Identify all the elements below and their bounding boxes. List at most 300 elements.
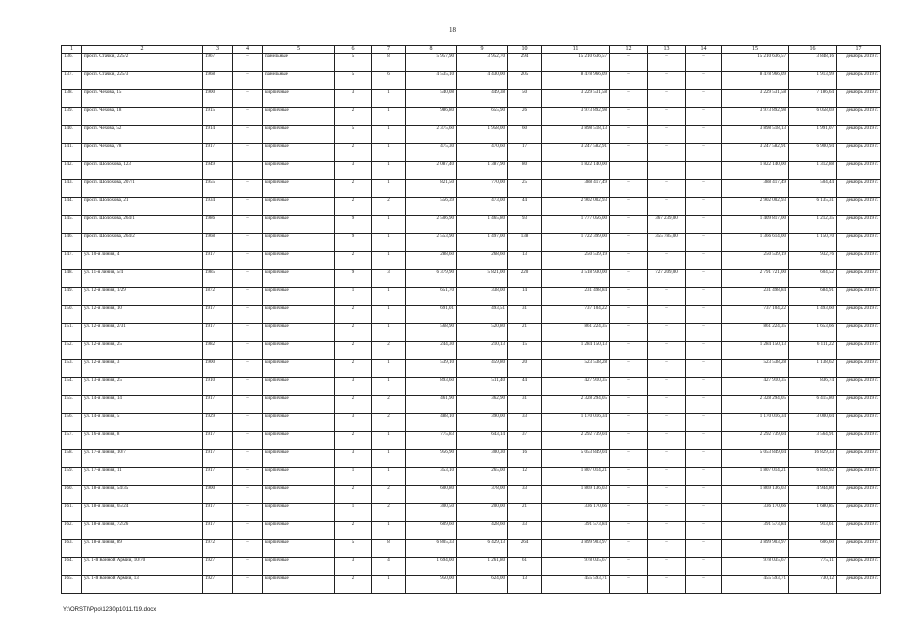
cell-cost-total: 2 328 294,05 <box>542 396 610 414</box>
cell-total-area: 539,10 <box>406 360 457 378</box>
cell-entrances: 1 <box>372 306 406 324</box>
cell-wall-material: кирпичные <box>263 522 335 540</box>
cell-entrances: 1 <box>372 288 406 306</box>
cell-floors: 2 <box>335 306 372 324</box>
cell-entrances: 1 <box>372 468 406 486</box>
cell-wall-material: панельные <box>263 54 335 72</box>
cell-year-commission: – <box>233 486 263 504</box>
cell-cost-total: 8 478 966,09 <box>542 72 610 90</box>
cell-row-number: 142. <box>62 162 82 180</box>
cell-year-commission: – <box>233 72 263 90</box>
cell-wall-material: кирпичные <box>263 540 335 558</box>
cell-row-number: 136. <box>62 54 82 72</box>
cell-wall-material: кирпичные <box>263 342 335 360</box>
cell-year-built: 1955 <box>203 180 233 198</box>
cell-entrances: 1 <box>372 162 406 180</box>
cell-wall-material: кирпичные <box>263 378 335 396</box>
cell-row-number: 144. <box>62 198 82 216</box>
cell-floors: 2 <box>335 144 372 162</box>
cell-address: ул. 18-я линия, 89 <box>82 540 203 558</box>
cell-total-area: 691,01 <box>406 306 457 324</box>
cell-row-number: 138. <box>62 90 82 108</box>
cell-row-number: 148. <box>62 270 82 288</box>
cell-planned-date: декабрь 2019 г. <box>837 216 881 234</box>
column-number: 17 <box>837 46 881 54</box>
cell-cost-total: 1 170 016,34 <box>542 414 610 432</box>
cell-living-area: 6 429,13 <box>457 540 508 558</box>
cell-residents: 44 <box>508 198 542 216</box>
table-row <box>62 522 881 540</box>
cell-total-area: 461,90 <box>406 396 457 414</box>
cell-cost-per-sqm: 16 829,33 <box>789 450 837 468</box>
cell-total-area: 956,90 <box>406 450 457 468</box>
cell-address: ул. 18-я линия, 54/35 <box>82 486 203 504</box>
cell-floors: 5 <box>335 126 372 144</box>
cell-total-area: 475,30 <box>406 144 457 162</box>
cell-cost-federal: – <box>610 126 648 144</box>
cell-address: ул. 12-я линия, 3 <box>82 360 203 378</box>
cell-address: ул. 11-я линия, 5/4 <box>82 270 203 288</box>
cell-cost-regional: – <box>648 360 686 378</box>
cell-address: просп. Шолохова, 123 <box>82 162 203 180</box>
cell-floors: 2 <box>335 522 372 540</box>
cell-year-commission: – <box>233 324 263 342</box>
table-row <box>62 540 881 558</box>
cell-cost-federal: – <box>610 288 648 306</box>
column-number: 1 <box>62 46 82 54</box>
column-number: 2 <box>82 46 203 54</box>
cell-year-built: 1927 <box>203 558 233 576</box>
cell-cost-regional: 367 239,00 <box>648 216 686 234</box>
column-number: 6 <box>335 46 372 54</box>
cell-floors: 2 <box>335 198 372 216</box>
cell-planned-date: декабрь 2019 г. <box>837 468 881 486</box>
cell-wall-material: кирпичные <box>263 90 335 108</box>
cell-year-built: 1985 <box>203 270 233 288</box>
cell-year-built: 1872 <box>203 288 233 306</box>
cell-residents: 60 <box>508 126 542 144</box>
cell-year-built: 1982 <box>203 342 233 360</box>
cell-address: ул. 16-я линия, 8 <box>82 432 203 450</box>
cell-cost-total: 336 170,66 <box>542 504 610 522</box>
cell-wall-material: кирпичные <box>263 252 335 270</box>
cell-wall-material: кирпичные <box>263 180 335 198</box>
cell-cost-federal: – <box>610 540 648 558</box>
cell-wall-material: кирпичные <box>263 324 335 342</box>
cell-planned-date: декабрь 2019 г. <box>837 288 881 306</box>
cell-cost-regional: – <box>648 54 686 72</box>
cell-year-built: 1917 <box>203 306 233 324</box>
cell-address: просп. Чехова, 15 <box>82 90 203 108</box>
cell-cost-owners: 861 224,35 <box>722 324 789 342</box>
cell-cost-local: – <box>686 342 722 360</box>
table-row <box>62 90 881 108</box>
cell-row-number: 145. <box>62 216 82 234</box>
cell-residents: 21 <box>508 324 542 342</box>
cell-year-built: 1914 <box>203 126 233 144</box>
cell-cost-local: – <box>686 576 722 594</box>
cell-row-number: 163. <box>62 540 82 558</box>
cell-planned-date: декабрь 2019 г. <box>837 270 881 288</box>
cell-cost-per-sqm: 1 212,35 <box>789 216 837 234</box>
cell-cost-local: – <box>686 306 722 324</box>
cell-wall-material: кирпичные <box>263 306 335 324</box>
cell-wall-material: кирпичные <box>263 414 335 432</box>
cell-cost-federal: – <box>610 504 648 522</box>
cell-planned-date: декабрь 2019 г. <box>837 324 881 342</box>
cell-cost-per-sqm: 1 150,70 <box>789 234 837 252</box>
cell-cost-total: 3 247 582,91 <box>542 144 610 162</box>
cell-floors: 2 <box>335 324 372 342</box>
cell-cost-total: 1 869 136,03 <box>542 486 610 504</box>
cell-planned-date: декабрь 2019 г. <box>837 342 881 360</box>
cell-residents: 21 <box>508 504 542 522</box>
cell-address: ул. 1-й Конной Армии, 10/70 <box>82 558 203 576</box>
cell-year-commission: – <box>233 306 263 324</box>
cell-cost-per-sqm: 932,76 <box>789 252 837 270</box>
cell-cost-local: – <box>686 504 722 522</box>
cell-living-area: 390,00 <box>457 414 508 432</box>
cell-living-area: 210,13 <box>457 342 508 360</box>
cell-row-number: 137. <box>62 72 82 90</box>
cell-row-number: 159. <box>62 468 82 486</box>
column-number: 13 <box>648 46 686 54</box>
cell-floors: 9 <box>335 234 372 252</box>
cell-total-area: 775,83 <box>406 432 457 450</box>
cell-cost-federal: – <box>610 522 648 540</box>
cell-address: просп. Чехова, 78 <box>82 144 203 162</box>
cell-address: ул. 10-я линия, 4 <box>82 252 203 270</box>
cell-entrances: 2 <box>372 342 406 360</box>
cell-residents: 17 <box>508 144 542 162</box>
cell-cost-federal: – <box>610 558 648 576</box>
cell-year-commission: – <box>233 288 263 306</box>
cell-cost-owners: 2 292 739,04 <box>722 432 789 450</box>
cell-cost-total: 427 910,35 <box>542 378 610 396</box>
cell-total-area: 353,10 <box>406 468 457 486</box>
cell-row-number: 160. <box>62 486 82 504</box>
cell-row-number: 150. <box>62 306 82 324</box>
column-number: 15 <box>722 46 789 54</box>
cell-entrances: 2 <box>372 414 406 432</box>
table-row <box>62 270 881 288</box>
cell-year-commission: – <box>233 414 263 432</box>
cell-living-area: 493,51 <box>457 306 508 324</box>
cell-wall-material: кирпичные <box>263 270 335 288</box>
cell-cost-per-sqm: 4 944,80 <box>789 486 837 504</box>
cell-total-area: 821,50 <box>406 180 457 198</box>
cell-living-area: 1 958,00 <box>457 126 508 144</box>
cell-year-commission: – <box>233 54 263 72</box>
cell-cost-regional: – <box>648 324 686 342</box>
cell-year-built: 1900 <box>203 90 233 108</box>
cell-cost-owners: 1 409 817,00 <box>722 216 789 234</box>
cell-residents: 33 <box>508 414 542 432</box>
cell-row-number: 149. <box>62 288 82 306</box>
cell-row-number: 161. <box>62 504 82 522</box>
cell-year-commission: – <box>233 108 263 126</box>
cell-year-commission: – <box>233 198 263 216</box>
cell-cost-total: 15 210 636,57 <box>542 54 610 72</box>
cell-cost-federal: – <box>610 396 648 414</box>
cell-cost-owners: 2 791 721,00 <box>722 270 789 288</box>
document-path-footer: Y:\ORSTI\Ppo\1230p1011.f19.docx <box>63 607 157 613</box>
cell-row-number: 165. <box>62 576 82 594</box>
cell-cost-regional: – <box>648 396 686 414</box>
cell-living-area: 520,80 <box>457 324 508 342</box>
cell-row-number: 162. <box>62 522 82 540</box>
cell-living-area: 459,80 <box>457 360 508 378</box>
table-row <box>62 54 881 72</box>
cell-cost-owners: 250 539,19 <box>722 252 789 270</box>
cell-planned-date: декабрь 2019 г. <box>837 180 881 198</box>
cell-year-commission: – <box>233 450 263 468</box>
cell-cost-per-sqm: 3 000,04 <box>789 414 837 432</box>
cell-floors: 3 <box>335 558 372 576</box>
cell-residents: 13 <box>508 576 542 594</box>
cell-cost-federal: – <box>610 180 648 198</box>
cell-residents: 33 <box>508 522 542 540</box>
cell-total-area: 950,00 <box>406 576 457 594</box>
cell-year-commission: – <box>233 432 263 450</box>
cell-cost-per-sqm: 1 312,88 <box>789 162 837 180</box>
cell-year-commission: – <box>233 90 263 108</box>
cell-total-area: 6 379,90 <box>406 270 457 288</box>
cell-total-area: 6 805,33 <box>406 540 457 558</box>
cell-year-built: 1967 <box>203 54 233 72</box>
column-number: 8 <box>406 46 457 54</box>
table-row <box>62 216 881 234</box>
cell-residents: 26 <box>508 108 542 126</box>
cell-row-number: 152. <box>62 342 82 360</box>
cell-total-area: 2 375,60 <box>406 126 457 144</box>
cell-floors: 5 <box>335 540 372 558</box>
cell-cost-local: – <box>686 540 722 558</box>
table-row <box>62 144 881 162</box>
cell-planned-date: декабрь 2019 г. <box>837 198 881 216</box>
cell-cost-local: – <box>686 414 722 432</box>
cell-living-area: 338,00 <box>457 288 508 306</box>
cell-cost-per-sqm: 684,91 <box>789 288 837 306</box>
cell-year-built: 1917 <box>203 396 233 414</box>
cell-wall-material: кирпичные <box>263 108 335 126</box>
cell-cost-per-sqm: 6 900,94 <box>789 144 837 162</box>
cell-year-built: 1927 <box>203 576 233 594</box>
cell-entrances: 2 <box>372 198 406 216</box>
cell-residents: 31 <box>508 306 542 324</box>
cell-cost-owners: 2 902 002,93 <box>722 198 789 216</box>
cell-residents: 61 <box>508 558 542 576</box>
table-row <box>62 162 881 180</box>
cell-cost-regional: – <box>648 180 686 198</box>
cell-living-area: 200,00 <box>457 504 508 522</box>
table-row <box>62 558 881 576</box>
cell-cost-regional <box>648 162 686 180</box>
cell-wall-material: кирпичные <box>263 198 335 216</box>
cell-planned-date: декабрь 2019 г. <box>837 432 881 450</box>
cell-entrances: 1 <box>372 180 406 198</box>
cell-cost-owners: 523 538,28 <box>722 360 789 378</box>
cell-cost-total: 3 973 892,98 <box>542 108 610 126</box>
cell-wall-material: кирпичные <box>263 360 335 378</box>
cell-entrances: 6 <box>372 72 406 90</box>
cell-floors: 2 <box>335 360 372 378</box>
cell-planned-date: декабрь 2019 г. <box>837 540 881 558</box>
cell-floors: 2 <box>335 396 372 414</box>
cell-cost-local: – <box>686 486 722 504</box>
cell-cost-per-sqm: 6 111,22 <box>789 342 837 360</box>
cell-year-commission: – <box>233 360 263 378</box>
cell-cost-local: – <box>686 558 722 576</box>
cell-entrances: 1 <box>372 522 406 540</box>
cell-cost-regional: – <box>648 432 686 450</box>
cell-cost-local: – <box>686 234 722 252</box>
cell-wall-material: кирпичные <box>263 396 335 414</box>
cell-living-area: 511,40 <box>457 378 508 396</box>
cell-entrances: 1 <box>372 252 406 270</box>
cell-cost-total: 1 284 150,13 <box>542 342 610 360</box>
cell-cost-owners: 978 035,67 <box>722 558 789 576</box>
cell-entrances: 1 <box>372 234 406 252</box>
cell-row-number: 140. <box>62 126 82 144</box>
cell-address: просп. Стачки, 225/2 <box>82 54 203 72</box>
cell-cost-federal: – <box>610 576 648 594</box>
cell-year-commission: – <box>233 234 263 252</box>
cell-cost-local: – <box>686 270 722 288</box>
cell-wall-material: панельные <box>263 72 335 90</box>
cell-entrances: 1 <box>372 378 406 396</box>
cell-cost-owners: 737 104,22 <box>722 306 789 324</box>
cell-entrances: 2 <box>372 504 406 522</box>
column-number: 5 <box>263 46 335 54</box>
column-number: 14 <box>686 46 722 54</box>
cell-cost-regional: – <box>648 558 686 576</box>
table-row <box>62 72 881 90</box>
cell-cost-federal: – <box>610 234 648 252</box>
cell-year-commission: – <box>233 378 263 396</box>
cell-wall-material: кирпичные <box>263 486 335 504</box>
cell-cost-local: – <box>686 432 722 450</box>
cell-cost-per-sqm: 6 058,69 <box>789 108 837 126</box>
cell-residents: 37 <box>508 432 542 450</box>
cell-year-commission: – <box>233 468 263 486</box>
cell-planned-date: декабрь 2019 г. <box>837 522 881 540</box>
cell-cost-regional: – <box>648 504 686 522</box>
cell-cost-total: 250 539,19 <box>542 252 610 270</box>
cell-floors: 3 <box>335 162 372 180</box>
cell-year-commission: – <box>233 216 263 234</box>
cell-address: просп. Чехова, 18 <box>82 108 203 126</box>
cell-cost-federal: – <box>610 108 648 126</box>
cell-floors: 9 <box>335 216 372 234</box>
cell-cost-total: 3 518 930,00 <box>542 270 610 288</box>
cell-residents: 25 <box>508 180 542 198</box>
cell-floors: 2 <box>335 432 372 450</box>
cell-year-built: 1968 <box>203 72 233 90</box>
cell-entrances: 1 <box>372 108 406 126</box>
cell-cost-regional: – <box>648 108 686 126</box>
cell-cost-local: – <box>686 108 722 126</box>
cell-total-area: 300,50 <box>406 504 457 522</box>
cell-cost-local <box>686 162 722 180</box>
cell-year-commission: – <box>233 558 263 576</box>
cell-cost-regional: – <box>648 486 686 504</box>
cell-residents: 80 <box>508 162 542 180</box>
cell-address: ул. 18-я линия, 72/26 <box>82 522 203 540</box>
cell-cost-regional: – <box>648 288 686 306</box>
cell-total-area: 609,60 <box>406 522 457 540</box>
table-row <box>62 126 881 144</box>
cell-total-area: 600,80 <box>406 486 457 504</box>
cell-living-area: 265,00 <box>457 468 508 486</box>
cell-address: ул. 12-я линия, 10 <box>82 306 203 324</box>
cell-total-area: 244,30 <box>406 342 457 360</box>
cell-cost-local: – <box>686 468 722 486</box>
cell-living-area: 5 821,00 <box>457 270 508 288</box>
table-row <box>62 378 881 396</box>
cell-cost-total: 1 822 140,00 <box>542 162 610 180</box>
cell-cost-per-sqm: 1 493,60 <box>789 306 837 324</box>
cell-year-built: 1917 <box>203 252 233 270</box>
cell-planned-date: декабрь 2019 г. <box>837 486 881 504</box>
cell-cost-local: – <box>686 72 722 90</box>
cell-year-commission: – <box>233 540 263 558</box>
cell-cost-regional: – <box>648 342 686 360</box>
cell-address: ул. 12-я линия, 2/31 <box>82 324 203 342</box>
cell-cost-federal: – <box>610 432 648 450</box>
cell-year-built: 1917 <box>203 504 233 522</box>
cell-planned-date: декабрь 2019 г. <box>837 252 881 270</box>
cell-cost-regional: – <box>648 450 686 468</box>
cell-address: ул. 18-я линия, 65/24 <box>82 504 203 522</box>
cell-floors: 3 <box>335 90 372 108</box>
cell-year-commission: – <box>233 252 263 270</box>
cell-year-built: 1917 <box>203 324 233 342</box>
cell-wall-material: кирпичные <box>263 504 335 522</box>
page-number: 18 <box>449 26 456 34</box>
cell-wall-material: кирпичные <box>263 126 335 144</box>
cell-cost-owners: 1 807 014,21 <box>722 468 789 486</box>
cell-floors: 1 <box>335 504 372 522</box>
cell-cost-per-sqm: 1 138,62 <box>789 360 837 378</box>
cell-entrances: 8 <box>372 54 406 72</box>
cell-cost-per-sqm: 775,11 <box>789 558 837 576</box>
cell-cost-total: 1 722 399,00 <box>542 234 610 252</box>
cell-row-number: 151. <box>62 324 82 342</box>
cell-cost-owners: 3 247 582,91 <box>722 144 789 162</box>
table-row <box>62 108 881 126</box>
cell-residents: 20 <box>508 360 542 378</box>
table-row <box>62 414 881 432</box>
cell-year-built: 1934 <box>203 198 233 216</box>
cell-planned-date: декабрь 2019 г. <box>837 90 881 108</box>
cell-cost-owners: 8 478 966,09 <box>722 72 789 90</box>
cell-wall-material: кирпичные <box>263 450 335 468</box>
cell-entrances: 8 <box>372 540 406 558</box>
cell-address: просп. Стачки, 225/3 <box>82 72 203 90</box>
cell-address: ул. 14-я линия, 14 <box>82 396 203 414</box>
cell-cost-federal: – <box>610 72 648 90</box>
cell-residents: 264 <box>508 540 542 558</box>
cell-residents: 13 <box>508 252 542 270</box>
cell-living-area: 470,60 <box>457 144 508 162</box>
cell-entrances: 1 <box>372 450 406 468</box>
cell-total-area: 893,60 <box>406 378 457 396</box>
cell-planned-date: декабрь 2019 г. <box>837 576 881 594</box>
cell-row-number: 155. <box>62 396 82 414</box>
cell-planned-date: декабрь 2019 г. <box>837 450 881 468</box>
cell-cost-federal: – <box>610 216 648 234</box>
